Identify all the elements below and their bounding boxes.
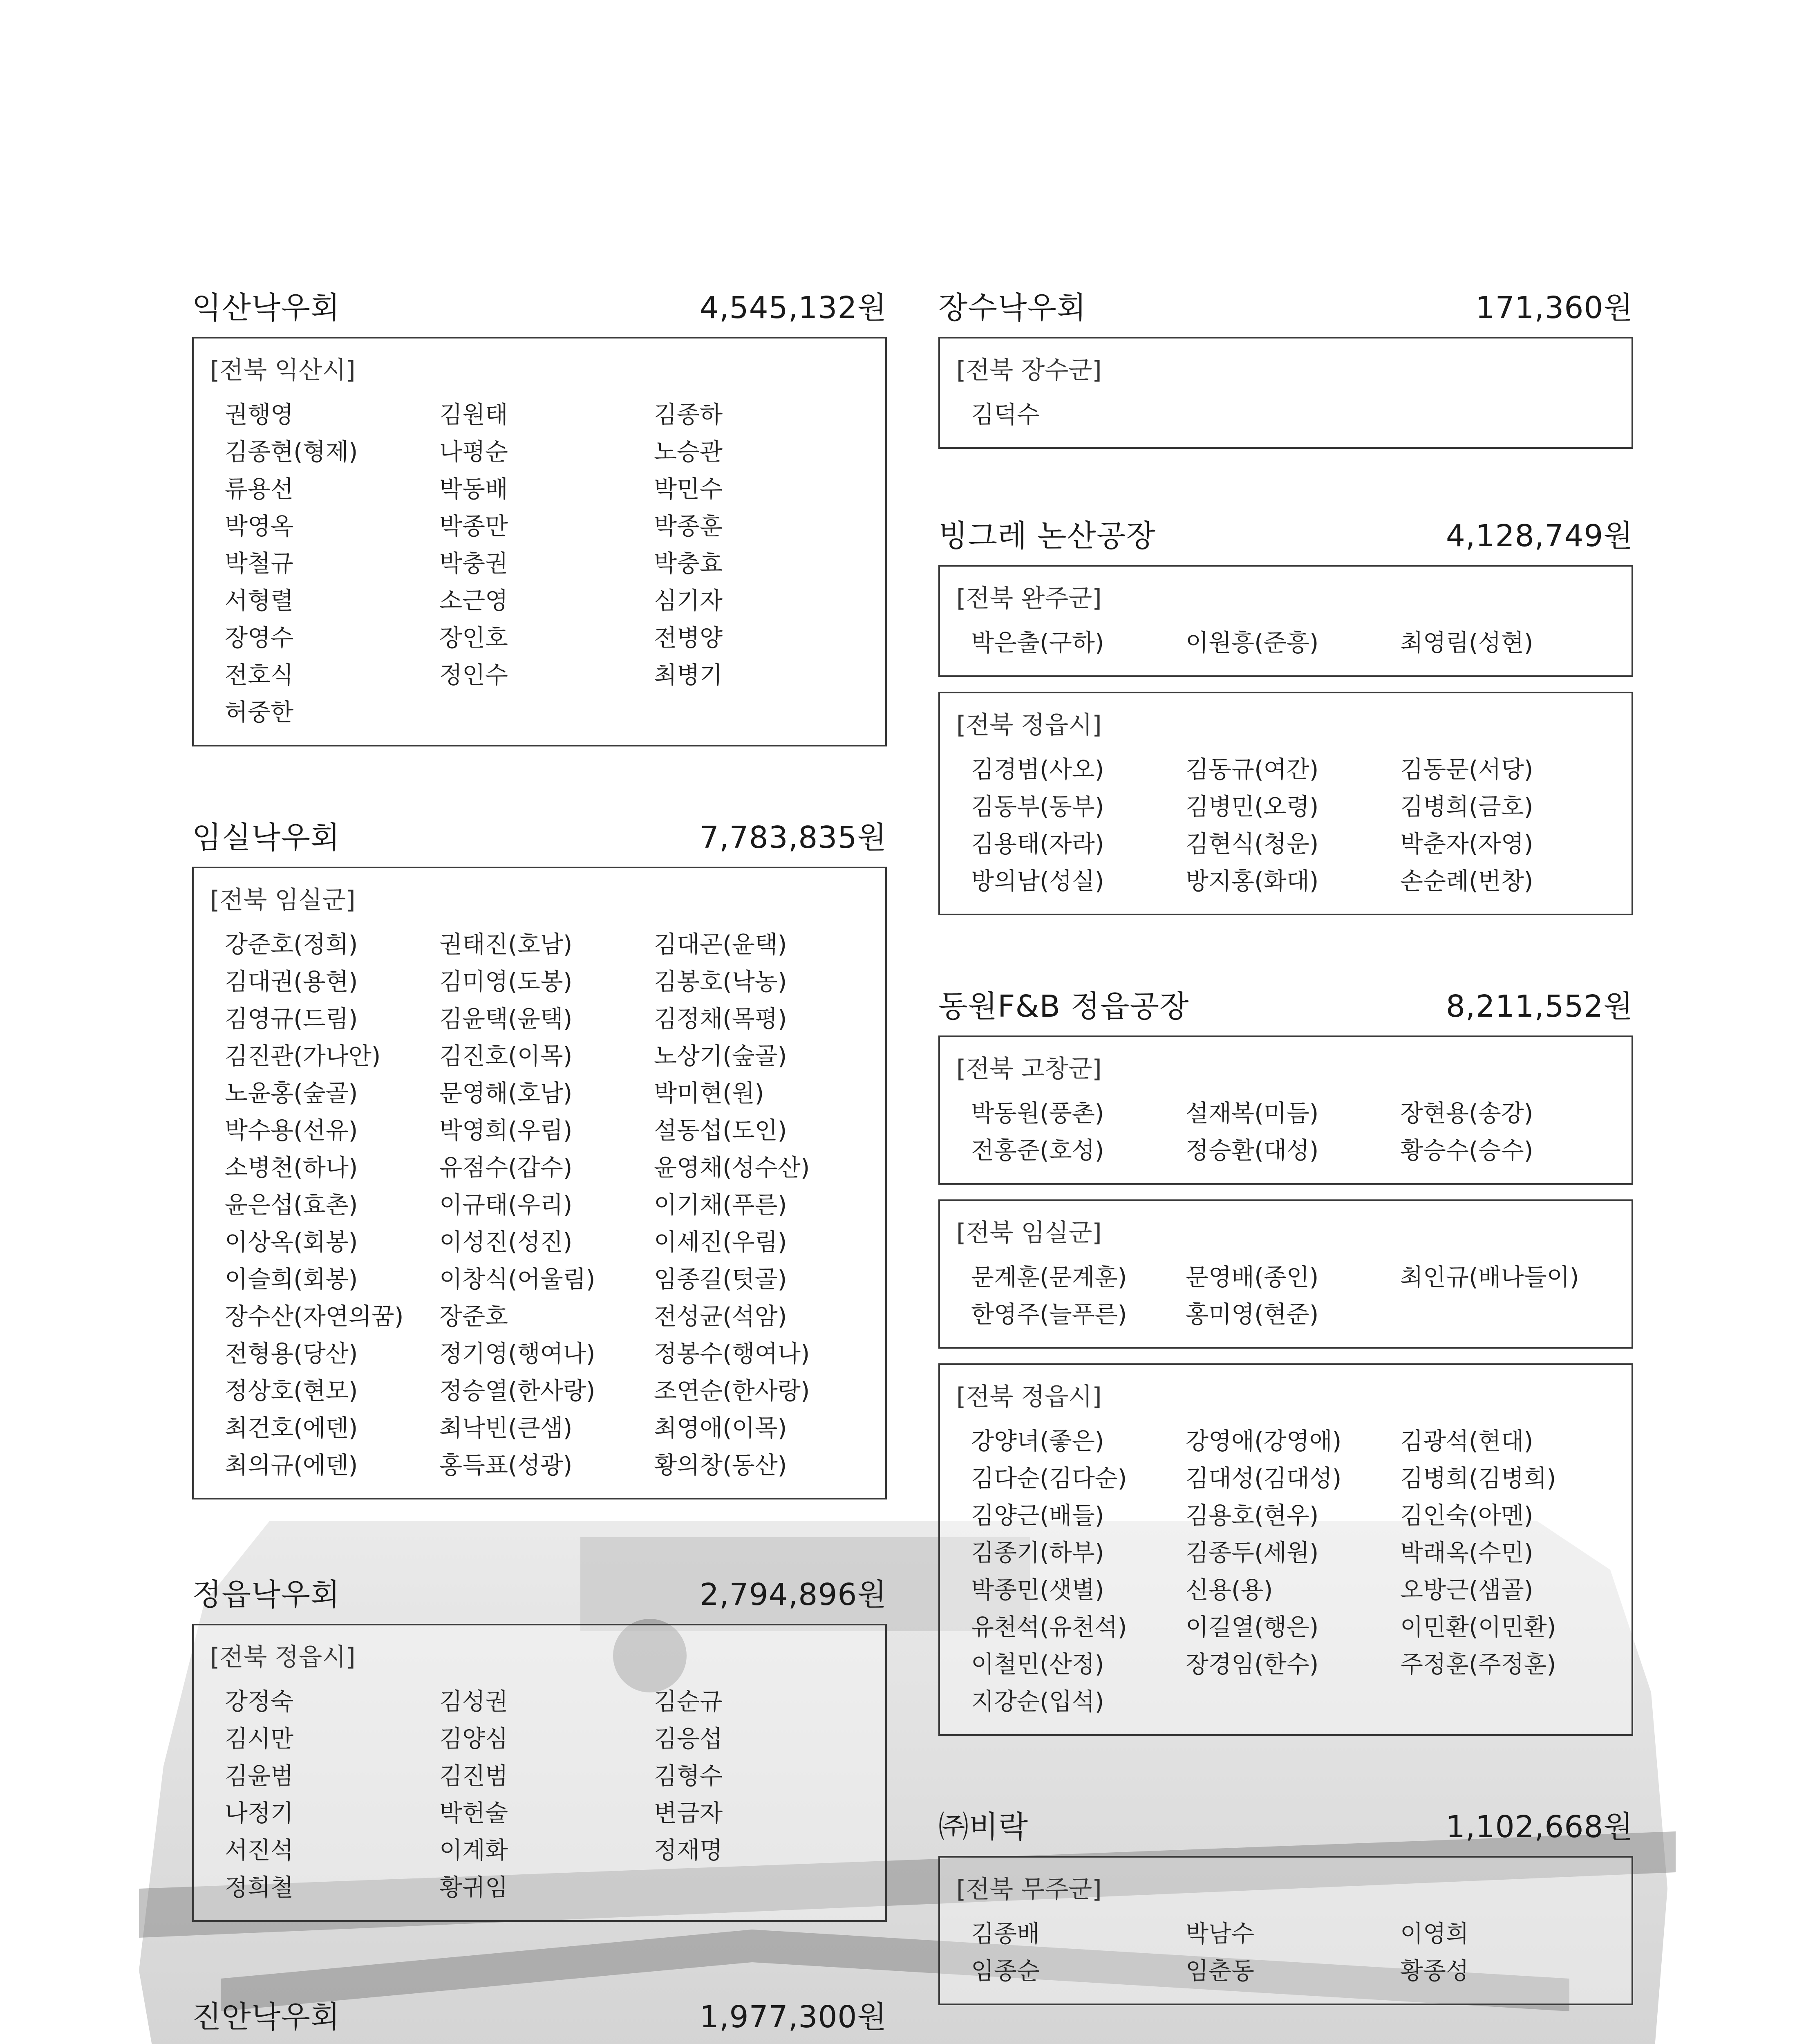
donor-name: 장준호 [439,1302,508,1330]
donor-name: 장수산(자연의꿈) [225,1302,404,1330]
donor-name: 최인규(배나들이) [1400,1263,1579,1291]
donor-name: 이세진(우림) [654,1228,787,1256]
donor-name: 김대곤(윤택) [654,930,787,958]
section-amount: 171,360원 [1475,290,1633,325]
donor-name: 주정훈(주정훈) [1400,1650,1556,1678]
donor-name: 이슬희(회봉) [225,1265,358,1293]
donor-name: 박래옥(수민) [1400,1539,1533,1567]
donor-name: 류용선 [225,475,294,503]
section-amount: 4,545,132원 [699,290,887,325]
donor-name: 강양녀(좋은) [971,1427,1104,1455]
section-amount: 2,794,896원 [699,1577,887,1612]
donor-name: 김용호(현우) [1186,1502,1319,1529]
region-label: [전북 임실군] [956,1219,1102,1247]
donor-name: 홍미영(현준) [1186,1300,1319,1328]
donor-name: 조연순(한사랑) [654,1377,810,1405]
donor-name: 이원흥(준흥) [1186,629,1319,657]
section-title: 임실낙우회 [192,820,340,855]
donor-name: 유천석(유천석) [971,1613,1127,1641]
donor-name: 최의규(에덴) [225,1451,358,1479]
donor-name-list [210,1684,871,1905]
donor-name: 김윤범 [225,1762,294,1790]
donor-name-list [956,1260,1617,1331]
donor-name: 소병천(하나) [225,1154,358,1181]
donor-name: 박미현(원) [654,1079,764,1107]
donor-name: 김양심 [439,1725,508,1753]
donor-name: 최영애(이목) [654,1414,787,1442]
section-amount: 4,128,749원 [1446,518,1633,554]
donor-name: 김광석(현대) [1400,1427,1533,1455]
region-box [938,1199,1633,1349]
donor-name: 김영규(드림) [225,1005,358,1033]
donor-name: 이상옥(회봉) [225,1228,358,1256]
donor-name: 문계훈(문계훈) [971,1263,1127,1291]
region-label: [전북 임실군] [210,886,356,914]
donor-name: 임춘동 [1186,1957,1255,1985]
donor-section [192,1569,887,1922]
donor-name: 오방근(샘골) [1400,1576,1533,1604]
donor-section [192,1991,887,2044]
donor-name: 노윤홍(숲골) [225,1079,358,1107]
donor-section [938,981,1633,1736]
donor-name: 정봉수(행여나) [654,1340,810,1367]
donor-name: 이창식(어울림) [439,1265,595,1293]
donor-name: 김대성(김대성) [1186,1464,1342,1492]
donor-name-list [956,1916,1617,1988]
donor-name: 변금자 [654,1799,723,1827]
donor-section [938,510,1633,915]
donor-name: 설재복(미듬) [1186,1099,1319,1127]
donor-name: 서형렬 [225,587,294,614]
donor-name: 김병희(김병희) [1400,1464,1556,1492]
donor-name-list [956,1096,1617,1168]
donor-name: 박은출(구하) [971,629,1104,657]
donor-name: 김봉호(낙농) [654,968,787,995]
region-label: [전북 무주군] [956,1875,1102,1904]
donor-name: 황의창(동산) [654,1451,787,1479]
donor-name: 김진관(가나안) [225,1042,381,1070]
donor-name: 심기자 [654,587,723,614]
donor-name-list [956,625,1617,660]
donor-name: 강준호(정희) [225,930,358,958]
section-header [192,1991,887,2036]
donor-name: 김성권 [439,1688,508,1715]
donor-name: 지강순(입석) [971,1688,1104,1715]
donor-name: 최낙빈(큰샘) [439,1414,573,1442]
donor-name: 문영배(종인) [1186,1263,1319,1291]
donor-name: 장영수 [225,624,294,652]
donor-name: 김현식(청운) [1186,830,1319,858]
section-amount: 1,977,300원 [699,1999,887,2035]
donor-name: 나평순 [439,438,508,466]
donor-name-list [210,397,871,729]
region-label: [전북 정읍시] [956,711,1102,740]
section-title: 빙그레 논산공장 [938,518,1156,554]
donor-name: 김원태 [439,401,508,428]
donor-name: 김동문(서당) [1400,755,1533,783]
donor-name: 노승관 [654,438,723,466]
donor-name: 김종배 [971,1920,1040,1948]
region-box [192,1624,887,1922]
donor-name: 전성균(석암) [654,1302,787,1330]
donor-section [192,812,887,1499]
donor-name: 김동규(여간) [1186,755,1319,783]
donor-name: 김종기(하부) [971,1539,1104,1567]
donor-section [192,282,887,746]
region-box [938,692,1633,915]
donor-name-list [956,1424,1617,1719]
donor-name: 전홍준(호성) [971,1136,1104,1164]
donor-name: 임종길(텃골) [654,1265,787,1293]
donor-name: 방의남(성실) [971,867,1104,895]
donor-name: 박충효 [654,549,723,577]
donor-name: 장인호 [439,624,508,652]
donor-name: 권태진(호남) [439,930,573,958]
section-header [192,812,887,857]
donor-name: 박동배 [439,475,508,503]
donor-name: 이철민(산정) [971,1650,1104,1678]
donor-section [938,282,1633,449]
section-header [938,510,1633,555]
donor-name: 박동원(풍촌) [971,1099,1104,1127]
section-header [192,282,887,327]
donor-name: 박영희(우림) [439,1116,573,1144]
donor-name: 김시만 [225,1725,294,1753]
donor-name: 김윤택(윤택) [439,1005,573,1033]
donor-name: 임종순 [971,1957,1040,1985]
region-box [192,867,887,1499]
donor-section [938,1801,1633,2005]
donor-name: 이길열(행은) [1186,1613,1319,1641]
donor-name: 최건호(에덴) [225,1414,358,1442]
donor-name: 황종성 [1400,1957,1469,1985]
donor-name: 김인숙(아멘) [1400,1502,1533,1529]
donor-name: 방지홍(화대) [1186,867,1319,895]
donor-name: 최영림(성현) [1400,629,1533,657]
donor-name: 노상기(숲골) [654,1042,787,1070]
region-label: [전북 장수군] [956,356,1102,385]
donor-name: 박헌술 [439,1799,508,1827]
donor-name: 김종두(세원) [1186,1539,1319,1567]
donor-name: 김양근(배들) [971,1502,1104,1529]
donor-name: 홍득표(성광) [439,1451,573,1479]
donor-name: 서진석 [225,1836,294,1864]
donor-name: 김진호(이목) [439,1042,573,1070]
donor-name: 김정채(목평) [654,1005,787,1033]
region-label: [전북 익산시] [210,356,356,385]
donor-name: 장현용(송강) [1400,1099,1533,1127]
region-label: [전북 완주군] [956,584,1102,613]
region-box [938,565,1633,677]
section-title: ㈜비락 [938,1809,1028,1845]
donor-name: 나정기 [225,1799,294,1827]
region-label: [전북 고창군] [956,1055,1102,1083]
donor-name: 김순규 [654,1688,723,1715]
donor-name: 이성진(성진) [439,1228,573,1256]
section-header [938,1801,1633,1846]
donor-name: 김형수 [654,1762,723,1790]
donor-name: 박충권 [439,549,508,577]
donor-name-list [210,927,871,1482]
donor-name: 허중한 [225,698,294,726]
donor-name: 박종만 [439,512,508,540]
section-title: 정읍낙우회 [192,1577,340,1612]
section-amount: 8,211,552원 [1446,989,1633,1024]
donor-name: 박남수 [1186,1920,1255,1948]
donor-name: 문영해(호남) [439,1079,573,1107]
donor-name: 손순례(번창) [1400,867,1533,895]
donor-name: 이민환(이민환) [1400,1613,1556,1641]
donor-name: 강정숙 [225,1688,294,1715]
section-title: 동원F&B 정읍공장 [938,989,1189,1024]
donor-name: 권행영 [225,401,294,428]
donor-name: 김종하 [654,401,723,428]
donor-name: 이영희 [1400,1920,1469,1948]
donor-name: 김다순(김다순) [971,1464,1127,1492]
donor-name: 정승열(한사랑) [439,1377,595,1405]
donor-name: 박춘자(자영) [1400,830,1533,858]
donor-name: 박수용(선유) [225,1116,358,1144]
donor-name: 김종현(형제) [225,438,358,466]
section-header [938,282,1633,327]
donor-name: 신용(용) [1186,1576,1273,1604]
donor-name: 김대권(용현) [225,968,358,995]
donor-name: 윤은섭(효촌) [225,1191,358,1219]
donor-name: 정기영(행여나) [439,1340,595,1367]
donor-name: 김동부(동부) [971,793,1104,820]
donor-name: 설동섭(도인) [654,1116,787,1144]
donor-name: 정재명 [654,1836,723,1864]
donor-name: 정희철 [225,1874,294,1901]
donor-name-list [956,397,1617,432]
donor-name: 김경범(사오) [971,755,1104,783]
donor-name: 김진범 [439,1762,508,1790]
donor-name: 박영옥 [225,512,294,540]
donor-name: 박철규 [225,549,294,577]
donor-name: 전형용(당산) [225,1340,358,1367]
section-amount: 7,783,835원 [699,820,887,855]
region-box [938,1856,1633,2005]
donor-name: 강영애(강영애) [1186,1427,1342,1455]
donor-name: 김용태(자라) [971,830,1104,858]
region-box [938,1035,1633,1185]
section-header [192,1569,887,1614]
donor-name: 김병희(금호) [1400,793,1533,820]
donor-name: 박종훈 [654,512,723,540]
donor-name: 황귀임 [439,1874,508,1901]
right-column [938,282,1633,2005]
donor-name: 이계화 [439,1836,508,1864]
donor-name: 김덕수 [971,401,1040,428]
donor-name: 이규태(우리) [439,1191,573,1219]
donor-name: 윤영채(성수산) [654,1154,810,1181]
donor-name: 이기채(푸른) [654,1191,787,1219]
donor-name: 장경임(한수) [1186,1650,1319,1678]
donor-name: 전병양 [654,624,723,652]
region-label: [전북 정읍시] [210,1643,356,1672]
section-header [938,981,1633,1026]
donor-name: 정승환(대성) [1186,1136,1319,1164]
donor-name: 최병기 [654,661,723,689]
donor-name: 김미영(도봉) [439,968,573,995]
donor-name-list [956,752,1617,898]
region-box [938,337,1633,449]
section-title: 익산낙우회 [192,290,340,325]
donor-name: 소근영 [439,587,508,614]
section-title: 장수낙우회 [938,290,1087,325]
left-column [192,282,887,2044]
donor-name: 한영주(늘푸른) [971,1300,1127,1328]
donor-name: 박종민(샛별) [971,1576,1104,1604]
section-title: 진안낙우회 [192,1999,340,2035]
donor-name: 정상호(현모) [225,1377,358,1405]
donor-name: 박민수 [654,475,723,503]
donor-name: 황승수(승수) [1400,1136,1533,1164]
donor-name: 유점수(갑수) [439,1154,573,1181]
donor-name: 정인수 [439,661,508,689]
donor-name: 전호식 [225,661,294,689]
region-box [938,1363,1633,1736]
donor-name: 김병민(오령) [1186,793,1319,820]
region-label: [전북 정읍시] [956,1383,1102,1411]
donor-name: 김응섭 [654,1725,723,1753]
section-amount: 1,102,668원 [1446,1809,1633,1845]
region-box [192,337,887,746]
